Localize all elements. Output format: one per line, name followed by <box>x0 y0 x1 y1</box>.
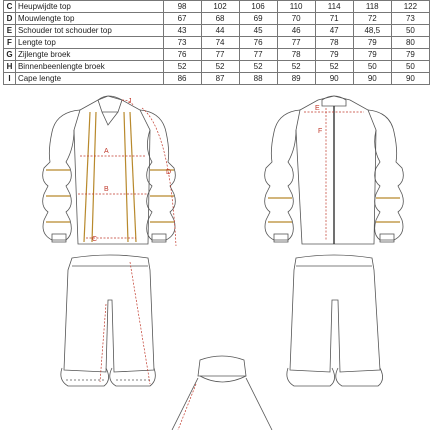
size-value-cell: 52 <box>315 61 353 73</box>
size-value-cell: 74 <box>201 37 239 49</box>
row-code: F <box>4 37 16 49</box>
front-trousers-drawing <box>61 255 155 386</box>
row-label: Cape lengte <box>15 73 163 85</box>
label-f: F <box>318 128 323 135</box>
size-value-cell: 114 <box>315 1 353 13</box>
row-code: E <box>4 25 16 37</box>
size-value-cell: 77 <box>239 49 277 61</box>
size-value-cell: 102 <box>201 1 239 13</box>
back-trousers-drawing <box>287 255 383 386</box>
cape-drawing <box>172 356 272 430</box>
size-value-cell: 68 <box>201 13 239 25</box>
size-value-cell: 50 <box>391 61 429 73</box>
size-value-cell: 78 <box>277 49 315 61</box>
row-label: Mouwlengte top <box>15 13 163 25</box>
row-code: H <box>4 61 16 73</box>
label-a: A <box>104 148 109 155</box>
size-value-cell: 80 <box>391 37 429 49</box>
size-value-cell: 67 <box>163 13 201 25</box>
row-code: D <box>4 13 16 25</box>
row-label: Heupwijdte top <box>15 1 163 13</box>
size-value-cell: 50 <box>353 61 391 73</box>
size-value-cell: 79 <box>353 37 391 49</box>
front-top-seams <box>46 112 174 242</box>
size-value-cell: 79 <box>315 49 353 61</box>
size-value-cell: 72 <box>353 13 391 25</box>
label-e: E <box>315 105 320 112</box>
row-code: C <box>4 1 16 13</box>
size-value-cell: 52 <box>163 61 201 73</box>
size-value-cell: 86 <box>163 73 201 85</box>
size-value-cell: 76 <box>239 37 277 49</box>
size-value-cell: 110 <box>277 1 315 13</box>
size-value-cell: 50 <box>391 25 429 37</box>
size-value-cell: 122 <box>391 1 429 13</box>
row-label: Lengte top <box>15 37 163 49</box>
size-value-cell: 90 <box>315 73 353 85</box>
size-value-cell: 118 <box>353 1 391 13</box>
size-value-cell: 79 <box>391 49 429 61</box>
cape-measurement <box>178 384 196 430</box>
size-value-cell: 52 <box>239 61 277 73</box>
size-value-cell: 70 <box>277 13 315 25</box>
size-value-cell: 76 <box>163 49 201 61</box>
size-value-cell: 87 <box>201 73 239 85</box>
label-d: D <box>166 169 172 176</box>
size-value-cell: 52 <box>201 61 239 73</box>
row-label: Binnenbeenlengte broek <box>15 61 163 73</box>
label-b: B <box>104 186 109 193</box>
size-value-cell: 71 <box>315 13 353 25</box>
row-code: G <box>4 49 16 61</box>
size-value-cell: 73 <box>163 37 201 49</box>
size-value-cell: 73 <box>391 13 429 25</box>
size-value-cell: 106 <box>239 1 277 13</box>
size-value-cell: 46 <box>277 25 315 37</box>
size-value-cell: 69 <box>239 13 277 25</box>
size-value-cell: 48,5 <box>353 25 391 37</box>
size-value-cell: 47 <box>315 25 353 37</box>
label-c: C <box>92 236 98 243</box>
size-value-cell: 90 <box>391 73 429 85</box>
size-value-cell: 88 <box>239 73 277 85</box>
size-value-cell: 98 <box>163 1 201 13</box>
row-label: Schouder tot schouder top <box>15 25 163 37</box>
size-value-cell: 79 <box>353 49 391 61</box>
size-value-cell: 90 <box>353 73 391 85</box>
size-value-cell: 52 <box>277 61 315 73</box>
size-value-cell: 78 <box>315 37 353 49</box>
size-value-cell: 44 <box>201 25 239 37</box>
size-value-cell: 43 <box>163 25 201 37</box>
row-code: I <box>4 73 16 85</box>
size-value-cell: 89 <box>277 73 315 85</box>
label-j: J <box>128 98 132 105</box>
size-value-cell: 77 <box>201 49 239 61</box>
size-value-cell: 77 <box>277 37 315 49</box>
size-value-cell: 45 <box>239 25 277 37</box>
row-label: Zijlengte broek <box>15 49 163 61</box>
